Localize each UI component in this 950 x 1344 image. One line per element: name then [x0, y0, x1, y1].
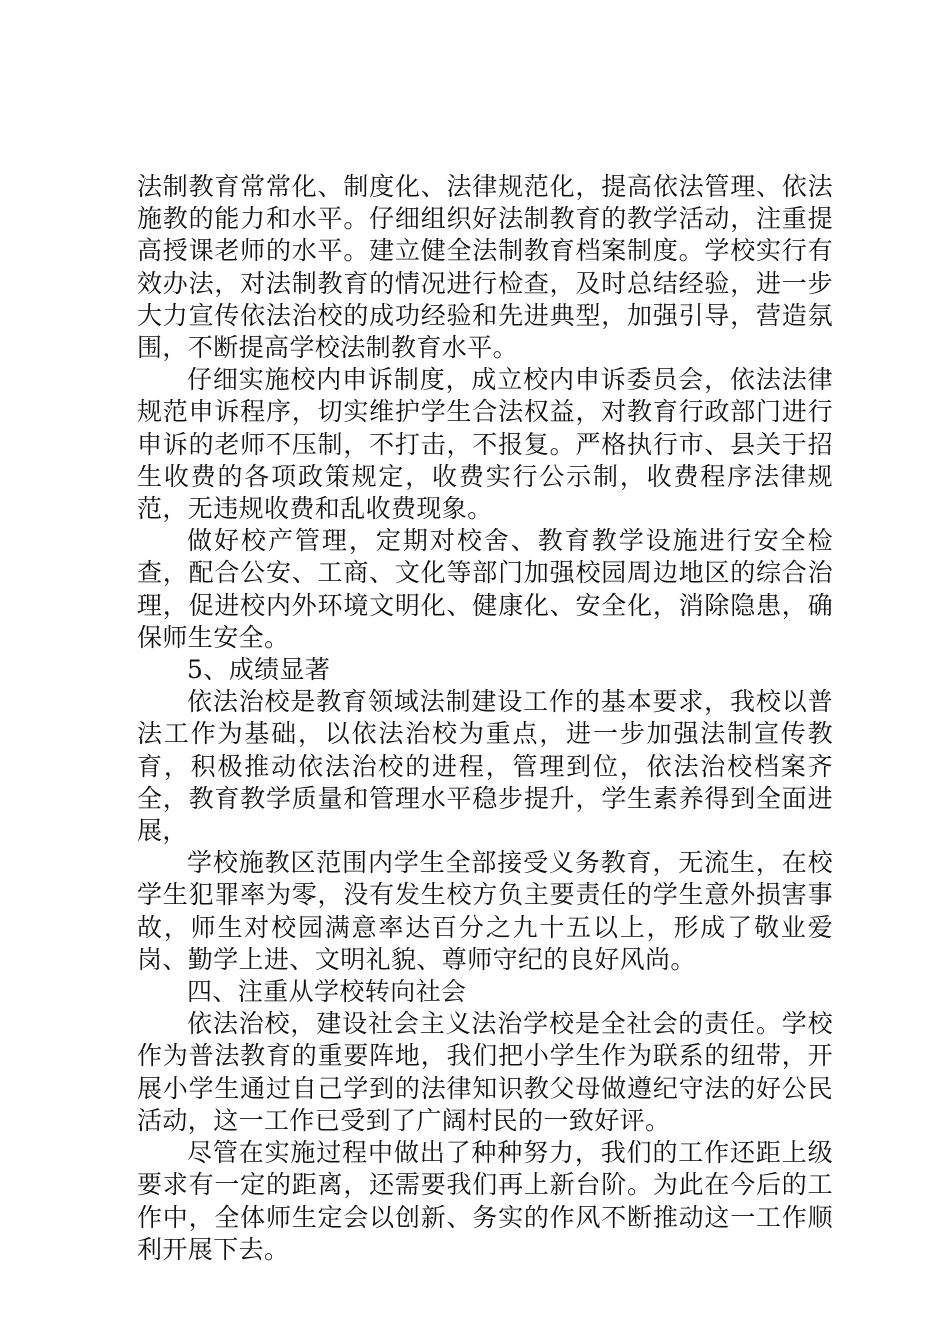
paragraph-conclusion: 尽管在实施过程中做出了种种努力，我们的工作还距上级要求有一定的距离，还需要我们再上新台阶。为此在今后的工作中，全体师生定会以创新、务实的作风不断推动这一工作顺利开展下去。	[137, 1138, 833, 1264]
paragraph-legal-education: 法制教育常常化、制度化、法律规范化，提高依法管理、依法施教的能力和水平。仔细组织好法制教育的教学活动，注重提高授课老师的水平。建立健全法制教育档案制度。学校实行有效办法，对法制教育的情况进行检查，及时总结经验，进一步大力宣传依法治校的成功经验和先进典型，加强引导，营造氛围，不断提高学校法制教育水平。	[137, 172, 833, 363]
section-heading-achievements: 5、成绩显著	[187, 655, 331, 685]
document-body	[137, 171, 833, 1266]
paragraph-appeal-system: 仔细实施校内申诉制度，成立校内申诉委员会，依法法律规范申诉程序，切实维护学生合法权益，对教育行政部门进行申诉的老师不压制，不打击，不报复。严格执行市、县关于招生收费的各项政策规定，收费实行公示制，收费程序法律规范，无违规收费和乱收费现象。	[137, 365, 833, 524]
paragraph-compulsory-education: 学校施教区范围内学生全部接受义务教育，无流生，在校学生犯罪率为零，没有发生校方负主要责任的学生意外损害事故，师生对校园满意率达百分之九十五以上，形成了敬业爱岗、勤学上进、文明礼貌、尊师守纪的良好风尚。	[137, 848, 833, 974]
paragraph-rule-of-law: 依法治校是教育领域法制建设工作的基本要求，我校以普法工作为基础，以依法治校为重点，进一步加强法制宣传教育，积极推动依法治校的进程，管理到位，依法治校档案齐全，教育教学质量和管理水平稳步提升，学生素养得到全面进展，	[137, 687, 833, 846]
section-heading-society: 四、注重从学校转向社会	[187, 977, 467, 1007]
paragraph-school-property: 做好校产管理，定期对校舍、教育教学设施进行安全检查，配合公安、工商、文化等部门加强校园周边地区的综合治理，促进校内外环境文明化、健康化、安全化，消除隐患，确保师生安全。	[137, 526, 833, 652]
paragraph-social-responsibility: 依法治校，建设社会主义法治学校是全社会的责任。学校作为普法教育的重要阵地，我们把小学生作为联系的纽带，开展小学生通过自己学到的法律知识教父母做遵纪守法的好公民活动，这一工作已受到了广阔村民的一致好评。	[137, 1009, 833, 1135]
